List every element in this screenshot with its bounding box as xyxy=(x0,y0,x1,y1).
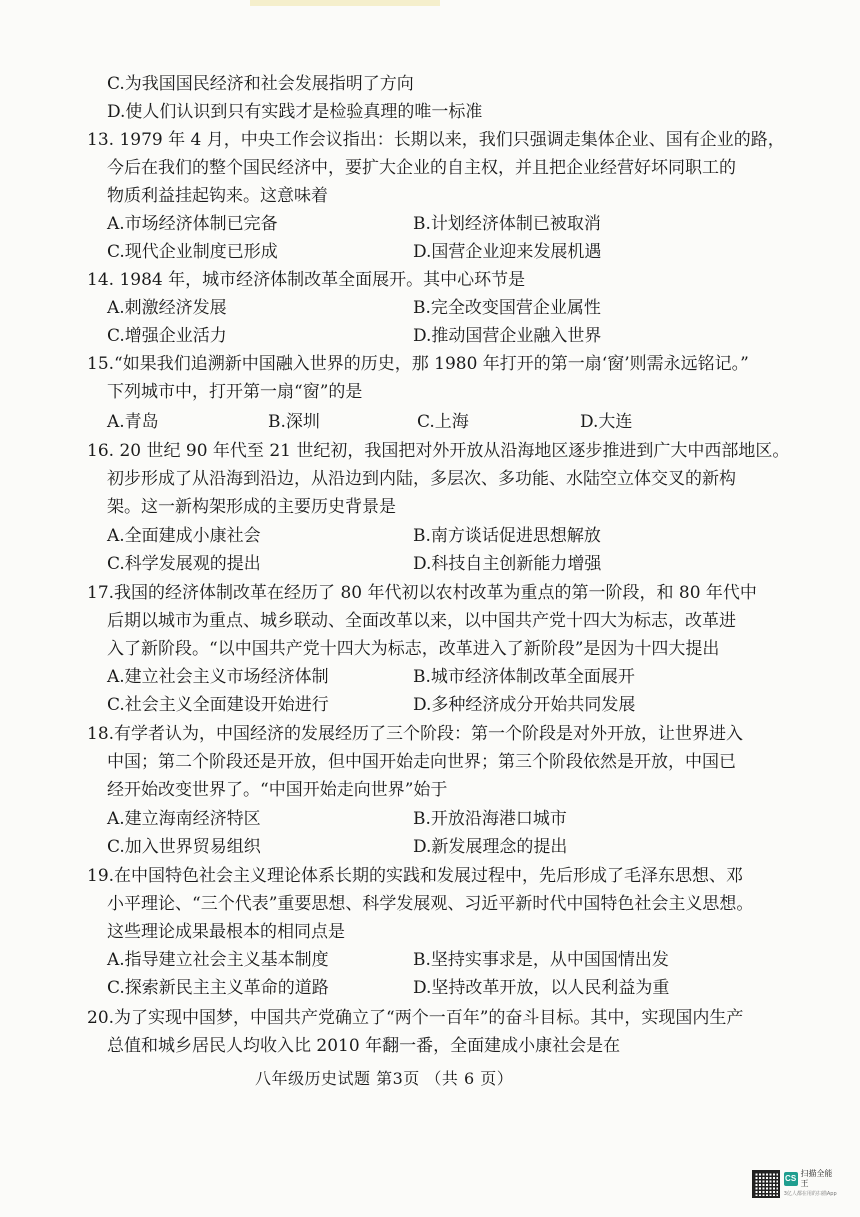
q18-stem-line-1: 18.有学者认为，中国经济的发展经历了三个阶段：第一个阶段是对外开放，让世界进入 xyxy=(87,724,744,744)
q16-stem-line-3: 架。这一新构架形成的主要历史背景是 xyxy=(107,497,396,517)
q19-option-c: C.探索新民主主义革命的道路 xyxy=(107,978,329,998)
scanner-badge-text xyxy=(784,1169,840,1199)
q13-option-c: C.现代企业制度已形成 xyxy=(107,242,278,262)
qr-code-icon xyxy=(752,1170,780,1198)
q19-option-d: D.坚持改革开放，以人民利益为重 xyxy=(413,978,670,998)
q12-option-c: C.为我国国民经济和社会发展指明了方向 xyxy=(107,74,414,94)
q17-stem-line-2: 后期以城市为重点、城乡联动、全面改革以来，以中国共产党十四大为标志，改革进 xyxy=(107,611,736,631)
q16-option-d: D.科技自主创新能力增强 xyxy=(413,554,602,574)
scanner-badge-subtitle: 3亿人都在用的扫描App xyxy=(783,1191,837,1197)
q20-stem-line-2: 总值和城乡居民人均收入比 2010 年翻一番，全面建成小康社会是在 xyxy=(107,1036,621,1056)
q15-option-b: B.深圳 xyxy=(268,412,320,432)
q18-option-b: B.开放沿海港口城市 xyxy=(413,809,567,829)
q12-option-d: D.使人们认识到只有实践才是检验真理的唯一标准 xyxy=(107,102,483,122)
q19-stem-line-1: 19.在中国特色社会主义理论体系长期的实践和发展过程中，先后形成了毛泽东思想、邓 xyxy=(87,866,744,886)
q16-stem-line-1: 16. 20 世纪 90 年代至 21 世纪初，我国把对外开放从沿海地区逐步推进到广大中西部地区。 xyxy=(87,441,790,461)
q13-stem-line-3: 物质利益挂起钩来。这意味着 xyxy=(107,186,328,206)
q17-stem-line-1: 17.我国的经济体制改革在经历了 80 年代初以农村改革为重点的第一阶段，和 80 年代中 xyxy=(87,583,757,603)
scan-smudge xyxy=(250,0,440,6)
q18-option-c: C.加入世界贸易组织 xyxy=(107,837,261,857)
q16-option-a: A.全面建成小康社会 xyxy=(107,526,261,546)
q17-option-b: B.城市经济体制改革全面展开 xyxy=(413,667,635,687)
q19-stem-line-3: 这些理论成果最根本的相同点是 xyxy=(107,922,345,942)
q18-option-d: D.新发展理念的提出 xyxy=(413,837,568,857)
page-footer: 八年级历史试题 第3页 （共 6 页） xyxy=(255,1069,514,1088)
q18-stem-line-3: 经开始改变世界了。“中国开始走向世界”始于 xyxy=(107,780,448,800)
scanner-badge-title: 扫描全能王 xyxy=(800,1169,833,1188)
q14-option-a: A.刺激经济发展 xyxy=(107,298,227,318)
q15-option-a: A.青岛 xyxy=(107,412,159,432)
q15-stem-line-2: 下列城市中，打开第一扇“窗”的是 xyxy=(107,382,363,402)
q17-option-a: A.建立社会主义市场经济体制 xyxy=(107,667,329,687)
q14-option-b: B.完全改变国营企业属性 xyxy=(413,298,601,318)
q13-stem-line-2: 今后在我们的整个国民经济中，要扩大企业的自主权，并且把企业经营好坏同职工的 xyxy=(107,158,736,178)
q17-option-d: D.多种经济成分开始共同发展 xyxy=(413,695,636,715)
q15-option-d: D.大连 xyxy=(580,412,633,432)
q20-stem-line-1: 20.为了实现中国梦，中国共产党确立了“两个一百年”的奋斗目标。其中，实现国内生产 xyxy=(87,1008,744,1028)
q19-stem-line-2: 小平理论、“三个代表”重要思想、科学发展观、习近平新时代中国特色社会主义思想。 xyxy=(107,894,754,914)
q19-option-b: B.坚持实事求是，从中国国情出发 xyxy=(413,950,669,970)
q13-option-d: D.国营企业迎来发展机遇 xyxy=(413,242,602,262)
q16-option-b: B.南方谈话促进思想解放 xyxy=(413,526,601,546)
q15-option-c: C.上海 xyxy=(417,412,469,432)
camscanner-logo-icon: CS xyxy=(784,1172,798,1186)
scanner-badge xyxy=(752,1168,840,1200)
q17-stem-line-3: 入了新阶段。“以中国共产党十四大为标志，改革进入了新阶段”是因为十四大提出 xyxy=(107,639,720,659)
q13-option-b: B.计划经济体制已被取消 xyxy=(413,214,601,234)
q14-option-d: D.推动国营企业融入世界 xyxy=(413,326,602,346)
q19-option-a: A.指导建立社会主义基本制度 xyxy=(107,950,329,970)
q13-stem-line-1: 13. 1979 年 4 月，中央工作会议指出：长期以来，我们只强调走集体企业、国有企业的路， xyxy=(87,130,785,150)
q15-stem-line-1: 15.“如果我们追溯新中国融入世界的历史，那 1980 年打开的第一扇‘窗’则需永远铭记。” xyxy=(87,354,749,374)
q14-option-c: C.增强企业活力 xyxy=(107,326,227,346)
q16-stem-line-2: 初步形成了从沿海到沿边，从沿边到内陆，多层次、多功能、水陆空立体交叉的新构 xyxy=(107,469,736,489)
q14-stem-line-1: 14. 1984 年，城市经济体制改革全面展开。其中心环节是 xyxy=(87,270,526,290)
q16-option-c: C.科学发展观的提出 xyxy=(107,554,261,574)
q13-option-a: A.市场经济体制已完备 xyxy=(107,214,278,234)
q18-option-a: A.建立海南经济特区 xyxy=(107,809,261,829)
q18-stem-line-2: 中国；第二个阶段还是开放，但中国开始走向世界；第三个阶段依然是开放，中国已 xyxy=(107,752,736,772)
q17-option-c: C.社会主义全面建设开始进行 xyxy=(107,695,329,715)
